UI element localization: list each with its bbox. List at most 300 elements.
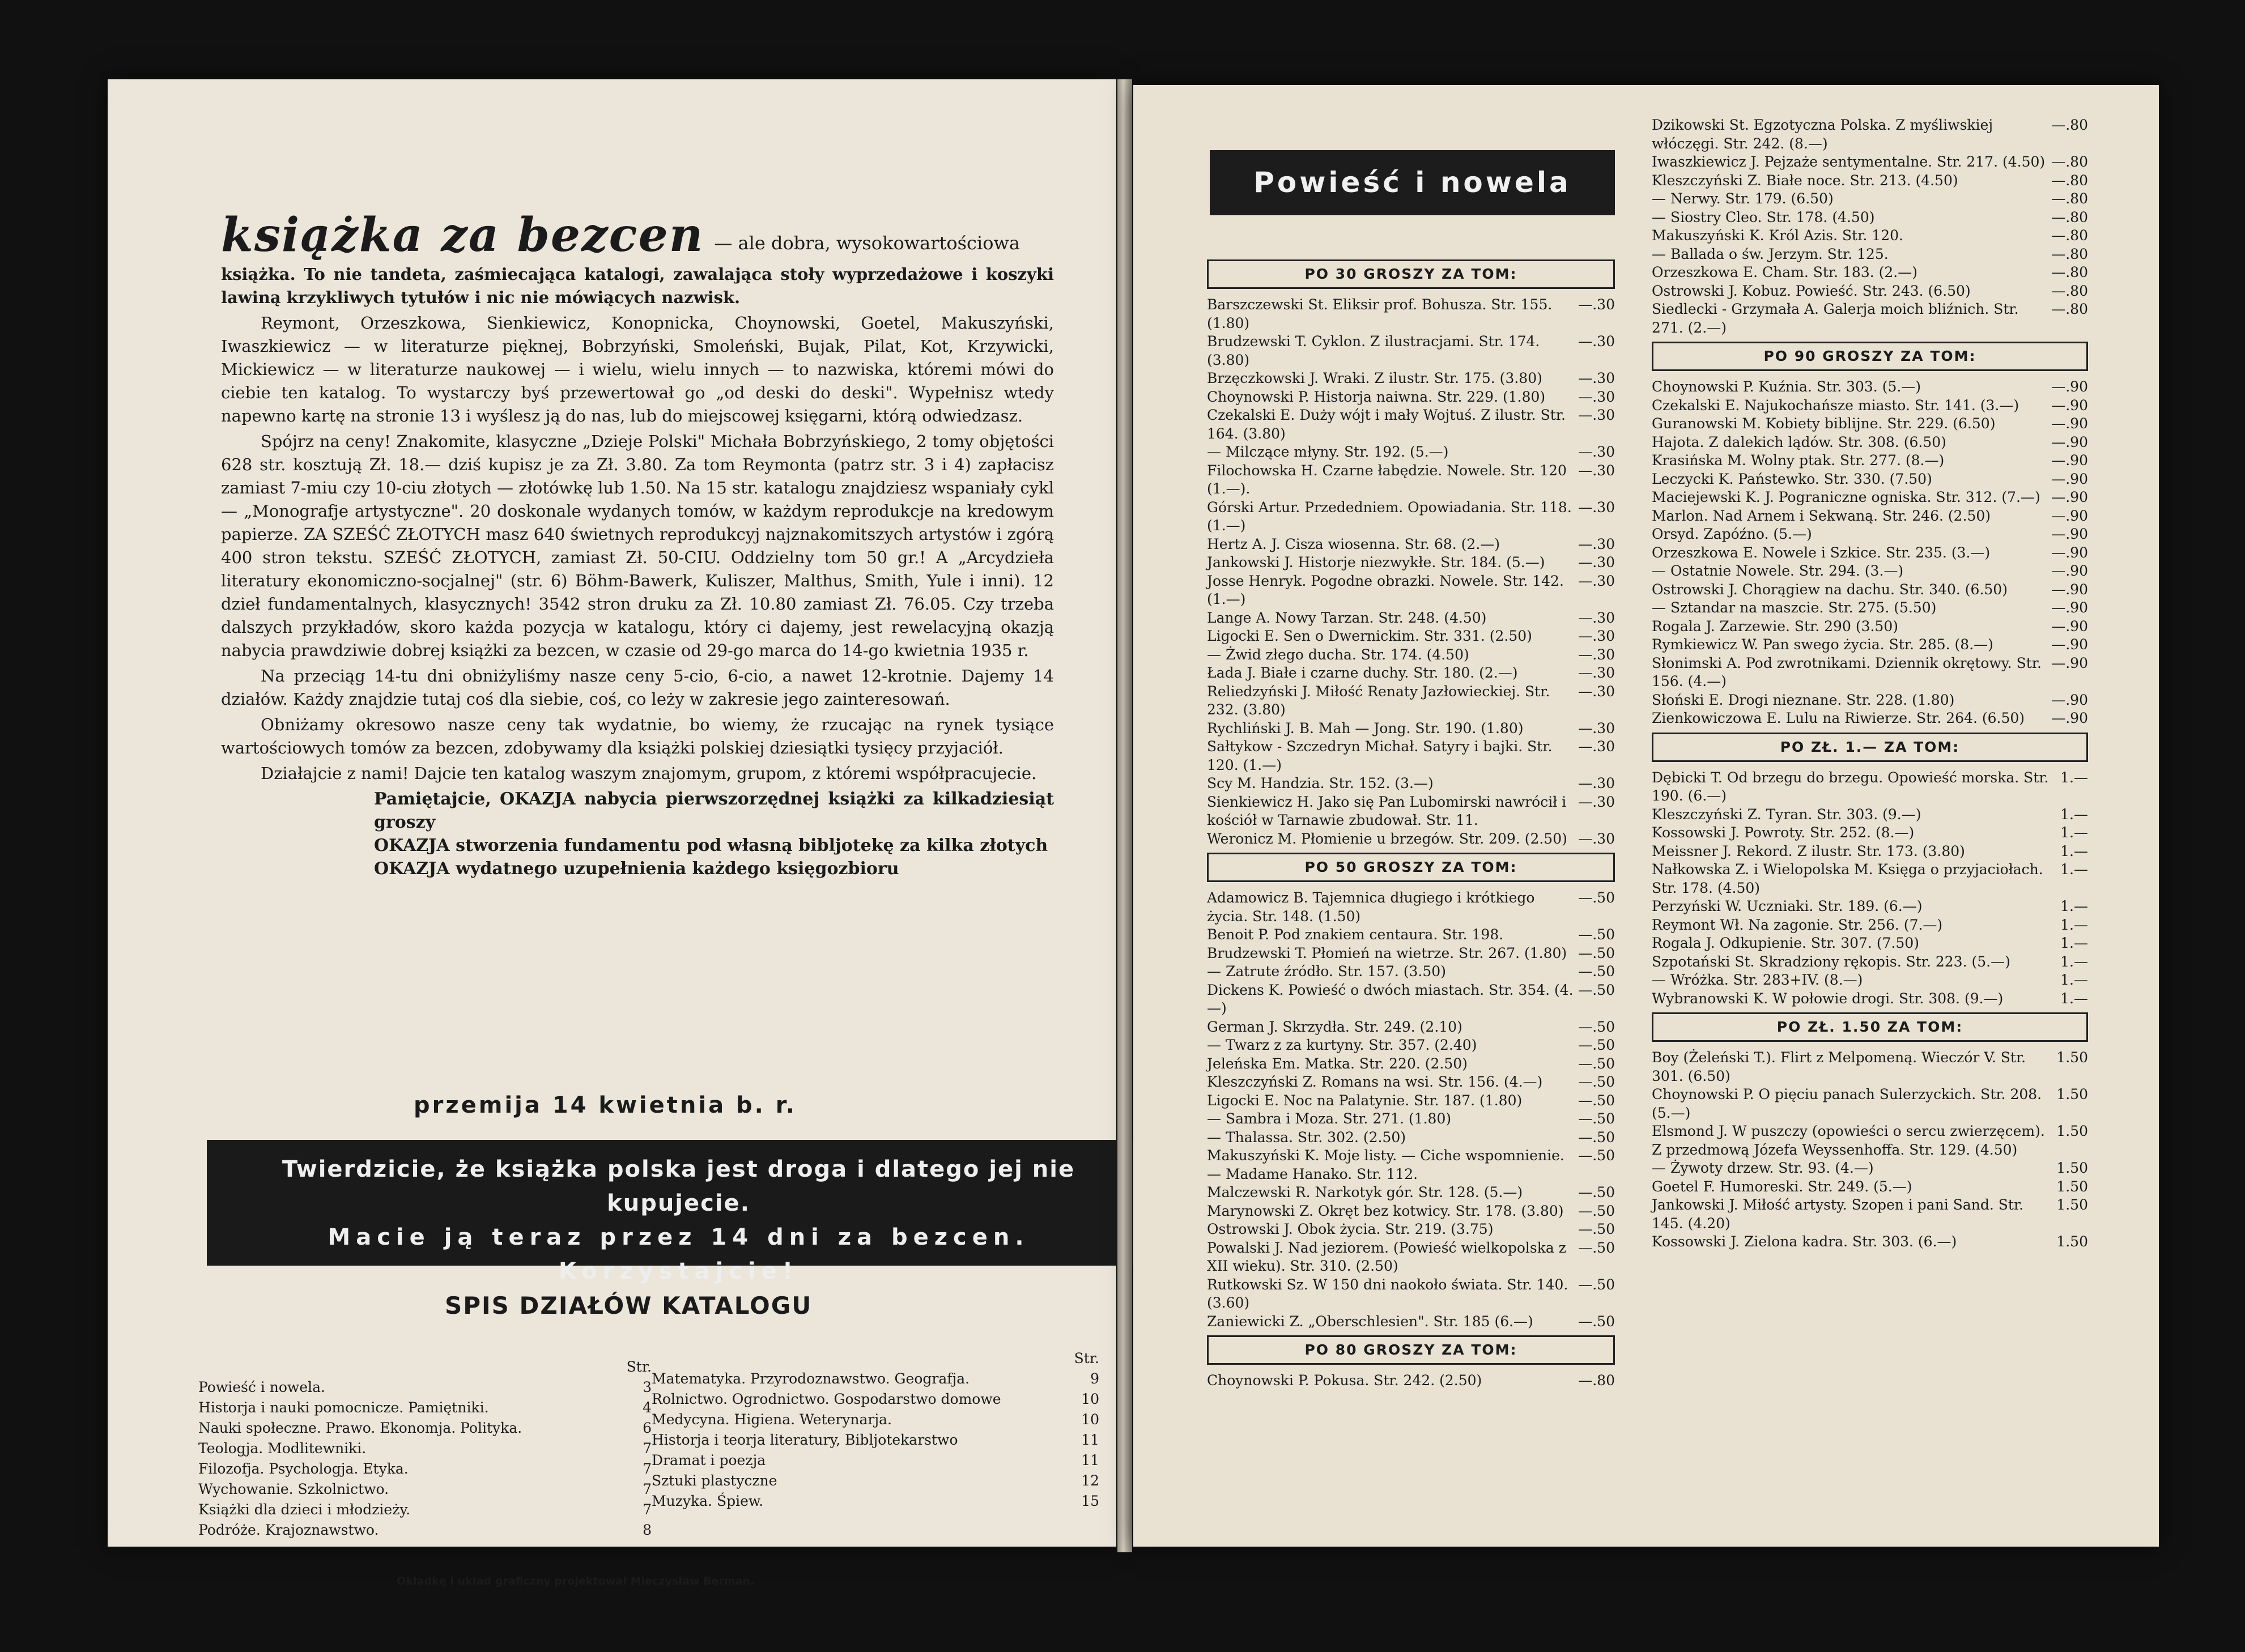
entry-title: — Siostry Cleo. Str. 178. (4.50) (1652, 208, 1875, 225)
entry-title: Brzęczkowski J. Wraki. Z ilustr. Str. 175. (3.80) (1207, 370, 1542, 386)
entry-price: —.30 (1578, 499, 1615, 516)
toc-row (652, 1450, 1099, 1471)
catalog-entry (1652, 208, 2088, 227)
catalog-entry (1652, 806, 2088, 824)
catalog-entry (1207, 926, 1615, 944)
catalog-entry (1652, 581, 2088, 599)
catalog-entry (1652, 507, 2088, 526)
catalog-entry (1207, 1313, 1615, 1331)
entry-price: 1.— (2060, 953, 2088, 970)
entry-title: Choynowski P. Kuźnia. Str. 303. (5.—) (1652, 378, 1921, 395)
entry-price: —.30 (1578, 775, 1615, 791)
entry-title: — Zatrute źródło. Str. 157. (3.50) (1207, 963, 1446, 980)
entry-title: Kleszczyński Z. Tyran. Str. 303. (9.—) (1652, 806, 1921, 823)
catalog-entry (1207, 609, 1615, 628)
toc-section-name: Filozofja. Psychologja. Etyka. (198, 1461, 409, 1477)
catalog-entry (1652, 452, 2088, 470)
entry-price: 1.— (2060, 861, 2088, 878)
entry-title: Wybranowski K. W połowie drogi. Str. 308. (9.—) (1652, 990, 2004, 1007)
entry-title: Kleszczyński Z. Białe noce. Str. 213. (4.50) (1652, 172, 1958, 189)
entry-title: Nałkowska Z. i Wielopolska M. Księga o przyjaciołach. Str. 178. (4.50) (1652, 861, 2043, 896)
catalog-entry (1652, 488, 2088, 507)
catalog-entry (1207, 738, 1615, 774)
catalog-entry (1652, 1178, 2088, 1197)
catalog-entry (1652, 397, 2088, 415)
price-section-header: PO ZŁ. 1.50 ZA TOM: (1652, 1012, 2088, 1042)
entry-title: Iwaszkiewicz J. Pejzaże sentymentalne. Str. 217. (4.50) (1652, 154, 2046, 170)
entry-title: Choynowski P. Pokusa. Str. 242. (2.50) (1207, 1372, 1482, 1389)
toc-section-name: Sztuki plastyczne (652, 1472, 777, 1489)
catalog-entry (1652, 153, 2088, 172)
entry-title: Ligocki E. Sen o Dwernickim. Str. 331. (2.50) (1207, 628, 1532, 644)
entry-title: Marlon. Nad Arnem i Sekwaną. Str. 246. (2.50) (1652, 507, 1991, 524)
entry-price: —.90 (2051, 563, 2088, 579)
entry-title: Filochowska H. Czarne łabędzie. Nowele. Str. 120 (1.—). (1207, 462, 1567, 497)
catalog-entry (1207, 793, 1615, 830)
entry-title: Scy M. Handzia. Str. 152. (3.—) (1207, 775, 1434, 791)
entry-title: Górski Artur. Przededniem. Opowiadania. Str. 118. (1.—) (1207, 499, 1572, 534)
catalog-entry (1652, 1085, 2088, 1122)
entry-title: Josse Henryk. Pogodne obrazki. Nowele. Str. 142. (1.—) (1207, 572, 1564, 607)
catalog-entry (1207, 1372, 1615, 1390)
catalog-entry (1652, 1196, 2088, 1233)
entry-price: —.80 (2051, 264, 2088, 280)
entry-title: Barszczewski St. Eliksir prof. Bohusza. Str. 155. (1.80) (1207, 296, 1553, 331)
entry-title: — Wróżka. Str. 283+IV. (8.—) (1652, 972, 1863, 988)
banner-line: Macie ją teraz przez 14 dni za bezcen. (328, 1224, 1030, 1250)
tagline: — ale dobra, wysokowartościowa (714, 232, 1020, 254)
entry-title: — Ballada o św. Jerzym. Str. 125. (1652, 245, 1889, 262)
price-section-header: PO 80 GROSZY ZA TOM: (1207, 1335, 1615, 1365)
entry-title: Rutkowski Sz. W 150 dni naokoło świata. Str. 140. (3.60) (1207, 1276, 1568, 1311)
toc-page-number: 3 (643, 1379, 652, 1395)
black-banner (207, 1140, 1150, 1284)
entry-price: —.50 (1578, 1313, 1615, 1330)
toc-row (652, 1430, 1099, 1450)
entry-price: —.50 (1578, 1037, 1615, 1053)
toc-section-name: Rolnictwo. Ogrodnictwo. Gospodarstwo domowe (652, 1391, 1001, 1407)
okazja-line: OKAZJA wydatnego uzupełnienia każdego księgozbioru (374, 859, 899, 879)
entry-price: —.90 (2051, 710, 2088, 726)
entry-price: —.50 (1578, 1276, 1615, 1293)
intro-paragraph: Reymont, Orzeszkowa, Sienkiewicz, Konopnicka, Choynowski, Goetel, Makuszyński, Iwaszkiewicz — w literaturze pięknej, Bobrzyński, Smoleński, Bujak, Pilat, Kot, Krzywicki, Mickiewicz — w literaturze naukowej — i wielu, wielu innych — to nazwiska, któremi mówi do ciebie ten katalog. To wystarczy byś przewertował go „od deski do deski". Wypełnisz wtedy napewno kartę na stronie 13 i wyślesz ją do nas, lub do miejscowej księgarni, którą odwiedzasz. (221, 313, 1054, 425)
entry-price: —.80 (2051, 301, 2088, 317)
entry-price: —.50 (1578, 1018, 1615, 1035)
entry-price: 1.50 (2056, 1049, 2088, 1066)
catalog-entry (1652, 934, 2088, 953)
toc-row (198, 1398, 652, 1418)
entry-price: —.30 (1578, 628, 1615, 644)
entry-price: —.50 (1578, 1055, 1615, 1072)
toc-row (198, 1377, 652, 1398)
entry-title: Malczewski R. Narkotyk gór. Str. 128. (5.—) (1207, 1184, 1523, 1200)
entry-title: Reliedzyński J. Miłość Renaty Jazłowieckiej. Str. 232. (3.80) (1207, 683, 1550, 718)
entry-title: Weronicz M. Płomienie u brzegów. Str. 209. (2.50) (1207, 830, 1567, 847)
toc-section-name: Powieść i nowela. (198, 1379, 325, 1395)
entry-price: 1.— (2060, 916, 2088, 933)
entry-title: Makuszyński K. Moje listy. — Ciche wspomnienie. — Madame Hanako. Str. 112. (1207, 1147, 1564, 1182)
catalog-entry (1652, 618, 2088, 636)
toc-section-name: Dramat i poezja (652, 1452, 766, 1468)
okazja-list (374, 787, 1054, 880)
entry-title: Szpotański St. Skradziony rękopis. Str. 223. (5.—) (1652, 953, 2010, 970)
entry-price: —.50 (1578, 926, 1615, 943)
catalog-entry (1207, 1018, 1615, 1037)
toc-row (652, 1471, 1099, 1491)
catalog-entry (1652, 544, 2088, 563)
entry-title: Boy (Żeleński T.). Flirt z Melpomeną. Wieczór V. Str. 301. (6.50) (1652, 1049, 2026, 1084)
catalog-entry (1207, 1092, 1615, 1110)
entry-price: —.90 (2051, 618, 2088, 635)
entry-title: Zienkowiczowa E. Lulu na Riwierze. Str. 264. (6.50) (1652, 710, 2025, 726)
catalog-entry (1652, 824, 2088, 842)
toc-page-number: 15 (1081, 1493, 1099, 1509)
catalog-entry (1652, 433, 2088, 452)
entry-price: 1.50 (2056, 1160, 2088, 1176)
entry-title: Jankowski J. Miłość artysty. Szopen i pani Sand. Str. 145. (4.20) (1652, 1197, 2024, 1232)
toc-page-number: 8 (643, 1522, 652, 1538)
entry-price: —.90 (2051, 599, 2088, 616)
catalog-entry (1652, 953, 2088, 972)
catalog-entry (1652, 300, 2088, 337)
entry-title: Ostrowski J. Chorągiew na dachu. Str. 340. (6.50) (1652, 581, 2008, 598)
left-page (108, 79, 1116, 1587)
entry-price: —.50 (1578, 889, 1615, 906)
entry-price: —.50 (1578, 1184, 1615, 1200)
entry-title: Choynowski P. O pięciu panach Sulerzyckich. Str. 208. (5.—) (1652, 1086, 2042, 1121)
catalog-entry (1207, 889, 1615, 926)
catalog-entry (1652, 897, 2088, 916)
entry-title: Choynowski P. Historja naiwna. Str. 229. (1.80) (1207, 388, 1546, 405)
entry-price: —.30 (1578, 388, 1615, 405)
script-title: książka za bezcen (221, 208, 704, 262)
catalog-entry (1207, 963, 1615, 981)
catalog-entry (1207, 646, 1615, 665)
banner-line: Twierdzicie, że książka polska jest droga i dlatego jej nie kupujecie. (282, 1156, 1075, 1216)
toc-page-number: 11 (1081, 1432, 1099, 1448)
entry-price: —.90 (2051, 526, 2088, 542)
toc-header: Str. (1074, 1350, 1099, 1366)
catalog-entry (1207, 333, 1615, 369)
catalog-column-a (1207, 255, 1615, 1390)
toc-row (198, 1479, 652, 1500)
catalog-entry (1652, 971, 2088, 990)
entry-price: —.50 (1578, 981, 1615, 998)
catalog-entry (1207, 944, 1615, 963)
toc-section-name: Muzyka. Śpiew. (652, 1493, 764, 1509)
catalog-entry (1207, 499, 1615, 535)
intro-paragraph: książka. To nie tandeta, zaśmiecająca katalogi, zawalająca stoły wyprzedażowe i koszyki lawiną krzykliwych tytułów i nic nie mówiących nazwisk. (221, 265, 1054, 307)
toc-page-number: 9 (1090, 1370, 1099, 1387)
entry-title: Sałtykow - Szczedryn Michał. Satyry i bajki. Str. 120. (1.—) (1207, 738, 1553, 773)
entry-price: —.90 (2051, 691, 2088, 708)
catalog-entry (1652, 599, 2088, 618)
entry-title: Kossowski J. Powroty. Str. 252. (8.—) (1652, 824, 1915, 841)
design-credit: Okładkę i układ graficzny projektował Mieczysław Berman. (397, 1575, 755, 1587)
toc-page-number: 4 (643, 1399, 652, 1416)
entry-price: 1.— (2060, 769, 2088, 786)
entry-price: —.80 (2051, 117, 2088, 133)
entry-title: Adamowicz B. Tajemnica długiego i krótkiego życia. Str. 148. (1.50) (1207, 889, 1535, 925)
entry-title: Leczycki K. Państewko. Str. 330. (7.50) (1652, 470, 1932, 487)
toc-row (198, 1438, 652, 1459)
catalog-entry (1652, 378, 2088, 397)
catalog-entry (1207, 683, 1615, 719)
entry-title: Powalski J. Nad jeziorem. (Powieść wielkopolska z XII wieku). Str. 310. (2.50) (1207, 1239, 1566, 1274)
price-section-header: PO 30 GROSZY ZA TOM: (1207, 259, 1615, 289)
entry-price: —.30 (1578, 665, 1615, 681)
entry-title: Maciejewski K. J. Pograniczne ogniska. Str. 312. (7.—) (1652, 489, 2040, 505)
entry-title: Meissner J. Rekord. Z ilustr. Str. 173. (3.80) (1652, 842, 1965, 859)
catalog-entry (1207, 462, 1615, 499)
entry-title: Rymkiewicz W. Pan swego życia. Str. 285. (8.—) (1652, 636, 1993, 653)
entry-price: 1.50 (2056, 1197, 2088, 1213)
entry-title: Słonimski A. Pod zwrotnikami. Dziennik okrętowy. Str. 156. (4.—) (1652, 654, 2042, 689)
toc-section-name: Wychowanie. Szkolnictwo. (198, 1481, 389, 1497)
toc-section-name: Matematyka. Przyrodoznawstwo. Geografja. (652, 1370, 970, 1387)
entry-price: —.90 (2051, 452, 2088, 469)
entry-price: —.50 (1578, 1221, 1615, 1237)
entry-title: Dzikowski St. Egzotyczna Polska. Z myśliwskiej włóczęgi. Str. 242. (8.—) (1652, 117, 1993, 152)
deadline-line: przemija 14 kwietnia b. r. (414, 1092, 797, 1118)
entry-price: —.90 (2051, 378, 2088, 395)
catalog-entry (1652, 990, 2088, 1008)
entry-title: — Thalassa. Str. 302. (2.50) (1207, 1129, 1406, 1146)
toc-header: Str. (626, 1359, 652, 1375)
entry-price: 1.50 (2056, 1086, 2088, 1102)
entry-price: 1.50 (2056, 1123, 2088, 1139)
entry-title: Czekalski E. Duży wójt i mały Wojtuś. Z ilustr. Str. 164. (3.80) (1207, 407, 1566, 442)
entry-title: Słoński E. Drogi nieznane. Str. 228. (1.80) (1652, 691, 1955, 708)
toc-page-number: 7 (643, 1440, 652, 1457)
toc-section-name: Nauki społeczne. Prawo. Ekonomja. Polityka. (198, 1420, 522, 1436)
entry-price: —.30 (1578, 535, 1615, 552)
toc-page-number: 11 (1081, 1452, 1099, 1468)
catalog-entry (1652, 709, 2088, 728)
catalog-column-b (1652, 116, 2088, 1251)
catalog-entry (1652, 654, 2088, 691)
intro-paragraph: Na przeciąg 14-tu dni obniżyliśmy nasze ceny 5-cio, 6-cio, a nawet 12-krotnie. Dajemy 14 działów. Każdy znajdzie tutaj coś dla siebie, coś, co leży w zakresie jego zainteresowań. (221, 666, 1054, 709)
catalog-entry (1207, 830, 1615, 849)
toc-section-name: Medycyna. Higiena. Weterynarja. (652, 1411, 892, 1428)
catalog-entry (1207, 981, 1615, 1018)
toc-page-number: 6 (643, 1420, 652, 1436)
entry-price: —.30 (1578, 830, 1615, 847)
entry-title: Benoit P. Pod znakiem centaura. Str. 198. (1207, 926, 1504, 943)
entry-price: 1.— (2060, 935, 2088, 951)
catalog-entry (1652, 691, 2088, 710)
toc-left-column (198, 1357, 652, 1540)
catalog-entry (1207, 1110, 1615, 1129)
entry-price: 1.— (2060, 842, 2088, 859)
section-heading: Powieść i nowela (1210, 150, 1615, 215)
entry-price: 1.— (2060, 972, 2088, 988)
entry-title: Zaniewicki Z. „Oberschlesien". Str. 185 (6.—) (1207, 1313, 1533, 1330)
catalog-entry (1207, 572, 1615, 609)
catalog-entry (1207, 369, 1615, 388)
toc-row (652, 1389, 1099, 1410)
catalog-entry (1207, 719, 1615, 738)
entry-title: Brudzewski T. Płomień na wietrze. Str. 267. (1.80) (1207, 944, 1567, 961)
entry-title: Hertz A. J. Cisza wiosenna. Str. 68. (2.—) (1207, 535, 1500, 552)
entry-price: —.80 (2051, 208, 2088, 225)
catalog-entry (1652, 245, 2088, 264)
catalog-entry (1207, 1202, 1615, 1221)
entry-price: —.30 (1578, 462, 1615, 479)
intro-paragraph: Spójrz na ceny! Znakomite, klasyczne „Dzieje Polski" Michała Bobrzyńskiego, 2 tomy objętości 628 str. kosztują Zł. 18.— dziś kupisz je za Zł. 3.80. Za tom Reymonta (patrz str. 3 i 4) zapłacisz zamiast 7-miu czy 10-ciu złotych — złotówkę lub 1.50. Na 15 str. katalogu znajdziesz wspaniały cykl — „Monografje artystyczne". 20 doskonale wydanych tomów, w każdym reprodukcje na kredowym papierze. ZA SZEŚĆ ZŁOTYCH masz 640 świetnych reprodukcyj najznakomitszych artystów i zgórą 400 stron tekstu. SZEŚĆ ZŁOTYCH, zamiast Zł. 50-CIU. Oddzielny tom 50 gr.! A „Arcydzieła literatury ekonomiczno-socjalnej" (str. 6) Böhm-Bawerk, Kuliszer, Malthus, Smith, Yule i inni). 12 dzieł fundamentalnych, klasycznych! 3542 stron druku za Zł. 10.80 zamiast Zł. 76.05. Czy trzeba dalszych przykładów, skoro każda pozycja w katalogu, który ci dajemy, jest rewelacyjną okazją nabycia prawdziwie dobrej książki za bezcen, w czasie od 29-go marca do 14-go kwietnia 1935 r. (221, 432, 1054, 660)
entry-price: —.50 (1578, 1074, 1615, 1090)
entry-title: Perzyński W. Uczniaki. Str. 189. (6.—) (1652, 898, 1923, 914)
entry-price: —.50 (1578, 1092, 1615, 1109)
catalog-entry (1207, 627, 1615, 646)
entry-price: —.80 (2051, 154, 2088, 170)
catalog-entry (1652, 916, 2088, 935)
catalog-entry (1207, 535, 1615, 554)
toc-row (198, 1520, 652, 1540)
price-section-header: PO 50 GROSZY ZA TOM: (1207, 853, 1615, 882)
toc-page-number: 7 (643, 1481, 652, 1497)
banner-line: Korzystajcie! (558, 1258, 799, 1284)
entry-price: 1.50 (2056, 1178, 2088, 1195)
toc-page-number: 7 (643, 1501, 652, 1518)
entry-price: —.90 (2051, 489, 2088, 505)
okazja-line: Pamiętajcie, OKAZJA nabycia pierwszorzędnej książki za kilkadziesiąt groszy (374, 789, 1054, 832)
toc-section-name: Książki dla dzieci i młodzieży. (198, 1501, 411, 1518)
toc-page-number: 10 (1081, 1391, 1099, 1407)
toc-section-name: Podróże. Krajoznawstwo. (198, 1522, 379, 1538)
entry-title: — Twarz z za kurtyny. Str. 357. (2.40) (1207, 1037, 1477, 1053)
entry-title: Orsyd. Zapóźno. (5.—) (1652, 526, 1812, 542)
entry-title: Marynowski Z. Okręt bez kotwicy. Str. 178. (3.80) (1207, 1202, 1564, 1219)
entry-price: 1.— (2060, 898, 2088, 914)
entry-price: —.30 (1578, 572, 1615, 589)
catalog-entry (1652, 861, 2088, 897)
entry-title: Goetel F. Humoreski. Str. 249. (5.—) (1652, 1178, 1912, 1195)
entry-title: Makuszyński K. Król Azis. Str. 120. (1652, 227, 1903, 244)
entry-title: Orzeszkowa E. Cham. Str. 183. (2.—) (1652, 264, 1917, 280)
entry-price: —.50 (1578, 1129, 1615, 1146)
toc-section-name: Teologja. Modlitewniki. (198, 1440, 367, 1457)
entry-title: — Sztandar na maszcie. Str. 275. (5.50) (1652, 599, 1937, 616)
entry-title: German J. Skrzydła. Str. 249. (2.10) (1207, 1018, 1462, 1035)
catalog-entry (1652, 1122, 2088, 1159)
entry-title: Dębicki T. Od brzegu do brzegu. Opowieść morska. Str. 190. (6.—) (1652, 769, 2049, 804)
entry-title: Krasińska M. Wolny ptak. Str. 277. (8.—) (1652, 452, 1945, 469)
entry-price: —.90 (2051, 544, 2088, 561)
entry-price: —.30 (1578, 407, 1615, 423)
entry-title: Ostrowski J. Obok życia. Str. 219. (3.75) (1207, 1221, 1494, 1237)
entry-price: —.50 (1578, 1110, 1615, 1127)
entry-price: —.90 (2051, 507, 2088, 524)
entry-title: Jeleńska Em. Matka. Str. 220. (2.50) (1207, 1055, 1468, 1072)
catalog-entry (1652, 282, 2088, 301)
catalog-entry (1652, 172, 2088, 190)
entry-title: Sienkiewicz H. Jako się Pan Lubomirski nawrócił i kościół w Tarnawie zbudował. Str. 11. (1207, 793, 1567, 828)
entry-title: — Milczące młyny. Str. 192. (5.—) (1207, 444, 1449, 460)
catalog-entry (1652, 116, 2088, 153)
catalog-entry (1652, 263, 2088, 282)
right-page (1133, 85, 2159, 1547)
catalog-entry (1652, 636, 2088, 654)
catalog-entry (1652, 769, 2088, 806)
catalog-entry (1652, 470, 2088, 489)
toc-title: SPIS DZIAŁÓW KATALOGU (445, 1292, 813, 1319)
entry-title: Ligocki E. Noc na Palatynie. Str. 187. (1.80) (1207, 1092, 1523, 1109)
entry-title: Orzeszkowa E. Nowele i Szkice. Str. 235. (3.—) (1652, 544, 1991, 561)
entry-title: — Żwid złego ducha. Str. 174. (4.50) (1207, 646, 1469, 663)
entry-title: Siedlecki - Grzymała A. Galerja moich bliźnich. Str. 271. (2.—) (1652, 301, 2019, 336)
entry-title: Ostrowski J. Kobuz. Powieść. Str. 243. (6.50) (1652, 282, 1971, 299)
entry-price: —.90 (2051, 470, 2088, 487)
catalog-entry (1207, 1055, 1615, 1074)
entry-price: —.80 (1578, 1372, 1615, 1389)
entry-title: — Żywoty drzew. Str. 93. (4.—) (1652, 1160, 1874, 1176)
catalog-entry (1207, 1183, 1615, 1202)
toc-row (198, 1418, 652, 1438)
catalog-entry (1207, 774, 1615, 793)
entry-price: —.30 (1578, 738, 1615, 755)
catalog-entry (1207, 406, 1615, 443)
entry-price: —.50 (1578, 963, 1615, 980)
catalog-entry (1207, 1073, 1615, 1092)
entry-price: —.80 (2051, 190, 2088, 207)
entry-title: Reymont Wł. Na zagonie. Str. 256. (7.—) (1652, 916, 1943, 933)
spine-fold (1117, 79, 1132, 1552)
entry-title: Dickens K. Powieść o dwóch miastach. Str. 354. (4.—) (1207, 981, 1574, 1016)
toc-row (198, 1459, 652, 1479)
toc-page-number: 10 (1081, 1411, 1099, 1428)
toc-section-name: Historja i teorja literatury, Bibljotekarstwo (652, 1432, 958, 1448)
catalog-entry (1207, 664, 1615, 683)
entry-price: —.80 (2051, 282, 2088, 299)
entry-price: —.80 (2051, 227, 2088, 244)
toc-row (652, 1410, 1099, 1430)
toc-section-name: Historja i nauki pomocnicze. Pamiętniki. (198, 1399, 489, 1416)
entry-price: —.90 (2051, 581, 2088, 598)
toc-row (652, 1369, 1099, 1389)
entry-title: Rychliński J. B. Mah — Jong. Str. 190. (1.80) (1207, 719, 1524, 736)
catalog-entry (1652, 562, 2088, 581)
entry-title: Brudzewski T. Cyklon. Z ilustracjami. Str. 174. (3.80) (1207, 333, 1540, 368)
entry-price: —.50 (1578, 1239, 1615, 1256)
catalog-entry (1652, 190, 2088, 208)
entry-title: Elsmond J. W puszczy (opowieści o sercu zwierzęcem). Z przedmową Józefa Weyssenhoffa. Str. 129. (4.50) (1652, 1123, 2045, 1158)
entry-title: Jankowski J. Historje niezwykłe. Str. 184. (5.—) (1207, 554, 1545, 570)
entry-title: Rogala J. Odkupienie. Str. 307. (7.50) (1652, 935, 1919, 951)
okazja-line: OKAZJA stworzenia fundamentu pod własną bibljotekę za kilka złotych (374, 836, 1048, 855)
toc-page-number: 7 (643, 1461, 652, 1477)
toc-page-number: 12 (1081, 1472, 1099, 1489)
catalog-entry (1652, 227, 2088, 245)
entry-title: Kossowski J. Zielona kadra. Str. 303. (6.—) (1652, 1233, 1957, 1250)
entry-title: Lange A. Nowy Tarzan. Str. 248. (4.50) (1207, 609, 1487, 626)
entry-title: Kleszczyński Z. Romans na wsi. Str. 156. (4.—) (1207, 1074, 1543, 1090)
catalog-entry (1207, 553, 1615, 572)
entry-price: —.50 (1578, 1147, 1615, 1164)
entry-price: —.30 (1578, 370, 1615, 386)
entry-price: —.90 (2051, 654, 2088, 671)
catalog-entry (1652, 842, 2088, 861)
entry-price: —.30 (1578, 719, 1615, 736)
entry-price: —.90 (2051, 636, 2088, 653)
entry-price: —.30 (1578, 609, 1615, 626)
catalog-entry (1207, 1129, 1615, 1147)
entry-price: —.50 (1578, 1202, 1615, 1219)
catalog-entry (1652, 1159, 2088, 1178)
catalog-entry (1207, 1036, 1615, 1055)
toc-right-column (652, 1348, 1099, 1512)
entry-price: 1.— (2060, 824, 2088, 841)
